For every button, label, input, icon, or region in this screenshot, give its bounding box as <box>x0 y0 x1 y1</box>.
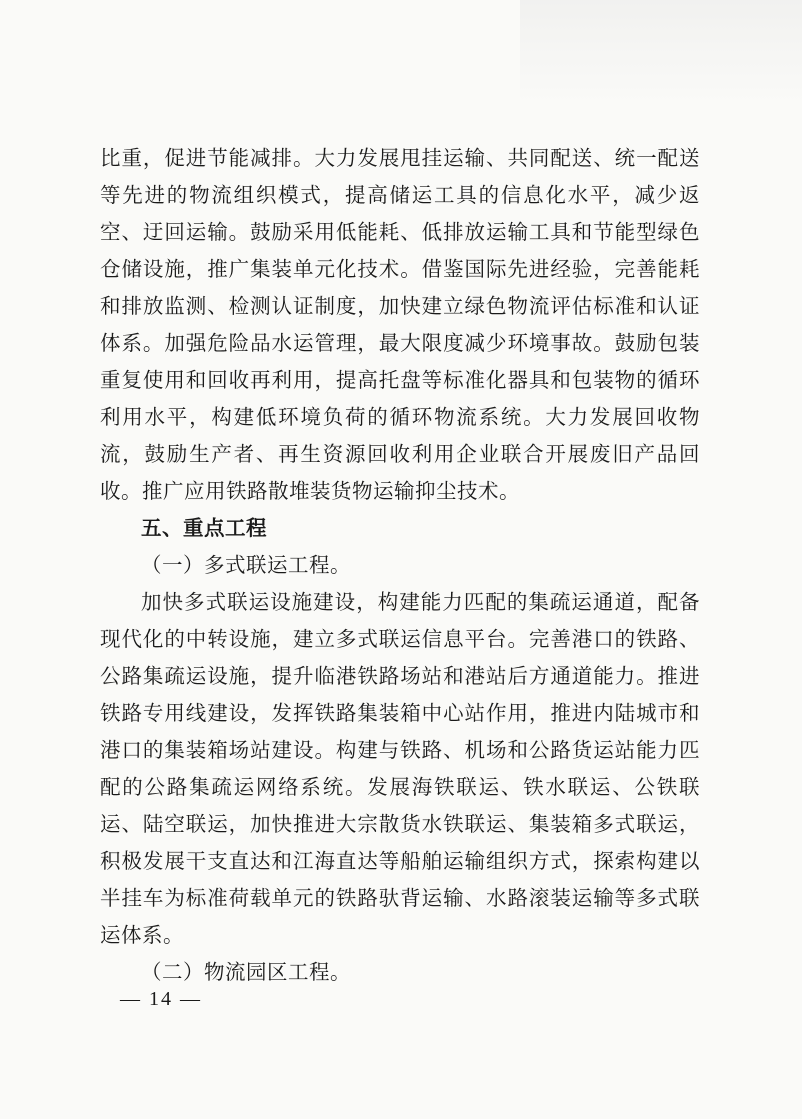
page-number: — 14 — <box>120 988 202 1010</box>
section-heading: 五、重点工程 <box>141 516 267 540</box>
scan-shadow <box>520 0 802 105</box>
paragraph-multimodal: 加快多式联运设施建设，构建能力匹配的集疏运通道，配备现代化的中转设施，建立多式联运信息平台。完善港口的铁路、公路集疏运设施，提升临港铁路场站和港站后方通道能力。推进铁路专用线建设，发挥铁路集装箱中心站作用，推进内陆城市和港口的集装箱场站建设。构建与铁路、机场和公路货运站能力匹配的公路集疏运网络系统。发展海铁联运、铁水联运、公铁联运、陆空联运，加快推进大宗散货水铁联运、集装箱多式联运，积极发展干支直达和江海直达等船舶运输组织方式，探索构建以半挂车为标准荷载单元的铁路驮背运输、水路滚装运输等多式联运体系。 <box>100 590 700 947</box>
document-body <box>100 140 700 991</box>
subsection-heading-multimodal: （一）多式联运工程。 <box>141 553 351 577</box>
paragraph-green-logistics: 比重，促进节能减排。大力发展甩挂运输、共同配送、统一配送等先进的物流组织模式，提高储运工具的信息化水平，减少返空、迂回运输。鼓励采用低能耗、低排放运输工具和节能型绿色仓储设施，推广集装单元化技术。借鉴国际先进经验，完善能耗和排放监测、检测认证制度，加快建立绿色物流评估标准和认证体系。加强危险品水运管理，最大限度减少环境事故。鼓励包装重复使用和回收再利用，提高托盘等标准化器具和包装物的循环利用水平，构建低环境负荷的循环物流系统。大力发展回收物流，鼓励生产者、再生资源回收利用企业联合开展废旧产品回收。推广应用铁路散堆装货物运输抑尘技术。 <box>100 146 700 503</box>
subsection-heading-logistics-park: （二）物流园区工程。 <box>141 960 351 984</box>
